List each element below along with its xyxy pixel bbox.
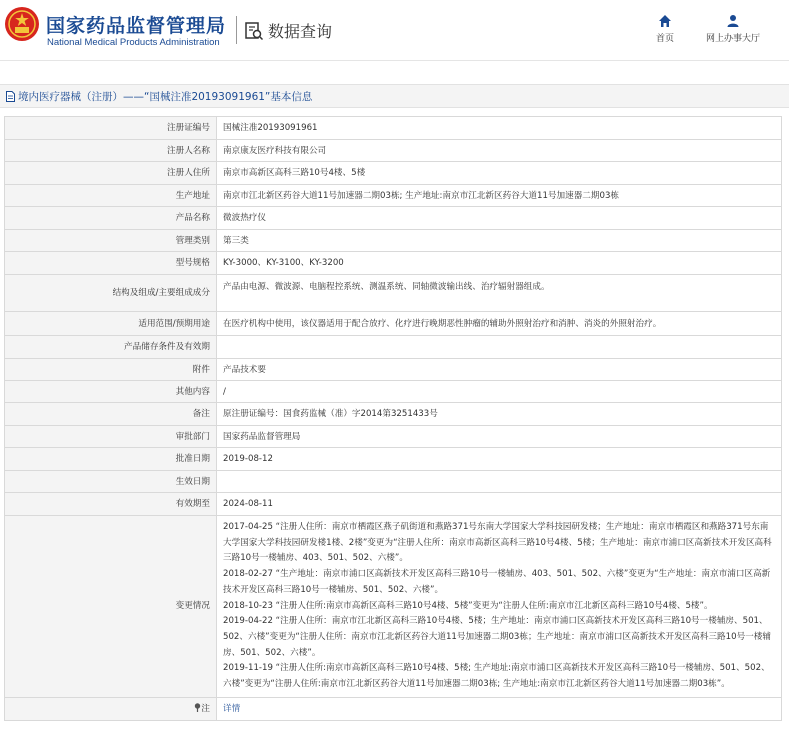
brand-title-cn[interactable]: 国家药品监督管理局: [46, 15, 227, 37]
field-value: 第三类: [217, 230, 782, 252]
field-value: 在医疗机构中使用，该仪器适用于配合放疗、化疗进行晚期恶性肿瘤的辅助外照射治疗和消肿、消炎的外照射治疗。: [217, 312, 782, 336]
field-label: 注册人名称: [5, 140, 217, 162]
field-value: 微波热疗仪: [217, 207, 782, 230]
table-row: [5, 516, 782, 698]
field-value: /: [217, 381, 782, 403]
field-label: 管理类别: [5, 230, 217, 252]
note-label: 注: [201, 703, 210, 714]
field-value: 国械注准20193091961: [217, 117, 782, 140]
table-row: [5, 493, 782, 516]
change-records: [217, 516, 782, 698]
document-icon: [6, 91, 15, 102]
table-row: [5, 312, 782, 336]
table-row: [5, 230, 782, 252]
field-label: 型号规格: [5, 252, 217, 275]
registration-info-table: [4, 116, 782, 721]
data-query-title[interactable]: [244, 19, 332, 42]
field-value: 国家药品监督管理局: [217, 426, 782, 448]
user-icon: [726, 14, 740, 28]
table-row: [5, 117, 782, 140]
table-row: [5, 275, 782, 312]
field-label: 附件: [5, 359, 217, 381]
field-label: 产品名称: [5, 207, 217, 230]
field-label: 注册证编号: [5, 117, 217, 140]
field-label: 结构及组成/主要组成成分: [5, 275, 217, 312]
table-row: [5, 336, 782, 359]
table-row: [5, 381, 782, 403]
header-divider: [236, 16, 237, 44]
field-label: 适用范围/预期用途: [5, 312, 217, 336]
document-search-icon: [244, 21, 264, 41]
field-value: KY-3000、KY-3100、KY-3200: [217, 252, 782, 275]
note-label-cell: [5, 697, 217, 720]
table-row: [5, 252, 782, 275]
field-label: 注册人住所: [5, 162, 217, 185]
brand-title-en[interactable]: National Medical Products Administration: [47, 37, 220, 48]
data-query-label: 数据查询: [268, 22, 333, 41]
field-value: [217, 471, 782, 493]
table-row: [5, 140, 782, 162]
field-label: 批准日期: [5, 448, 217, 471]
breadcrumb: [0, 84, 789, 108]
field-value: 2024-08-11: [217, 493, 782, 516]
field-value: [217, 336, 782, 359]
field-value: 南京市江北新区药谷大道11号加速器二期03栋; 生产地址:南京市江北新区药谷大道11号加速器二期03栋: [217, 185, 782, 207]
table-row: [5, 185, 782, 207]
table-row: [5, 162, 782, 185]
field-value: 南京市高新区高科三路10号4楼、5楼: [217, 162, 782, 185]
field-label: 产品储存条件及有效期: [5, 336, 217, 359]
nav-online-hall-label: 网上办事大厅: [706, 34, 761, 44]
field-label: 有效期至: [5, 493, 217, 516]
change-record: 2018-02-27 “生产地址：南京市浦口区高新技术开发区高科三路10号一楼辅房、403、501、502、六楼”变更为“生产地址：南京市浦口区高新技术开发区高科三路10号一楼辅房、501、502、六楼”。: [223, 569, 771, 595]
nav-home-label: 首页: [656, 34, 675, 44]
national-emblem-icon: [4, 6, 40, 42]
nav-online-hall[interactable]: [706, 14, 760, 44]
table-row: [5, 207, 782, 230]
field-value: 南京康友医疗科技有限公司: [217, 140, 782, 162]
table-row: [5, 426, 782, 448]
table-row: [5, 697, 782, 720]
nav-home[interactable]: [656, 14, 674, 44]
field-label: 备注: [5, 403, 217, 426]
change-record: 2019-04-22 “注册人住所：南京市江北新区高科三路10号4楼、5楼；生产地址：南京市浦口区高新技术开发区高科三路10号一楼辅房、501、502、六楼”变更为“注册人住所：南京市江北新区药谷大道11号加速器二期03栋；生产地址：南京市浦口区高新技术开发区高科三路10号一楼辅房、501、502、六楼”。: [223, 616, 771, 658]
field-value: 2019-08-12: [217, 448, 782, 471]
field-label: 生效日期: [5, 471, 217, 493]
change-record: 2018-10-23 “注册人住所:南京市高新区高科三路10号4楼、5楼”变更为“注册人住所:南京市江北新区高科三路10号4楼、5楼”。: [223, 600, 713, 611]
table-row: [5, 359, 782, 381]
home-icon: [658, 14, 672, 28]
table-row: [5, 403, 782, 426]
breadcrumb-text: 境内医疗器械（注册）——“国械注准20193091961”基本信息: [18, 90, 313, 103]
note-value: [217, 697, 782, 720]
field-value: 产品由电源、微波源、电脑程控系统、测温系统、同轴微波输出线、治疗辐射器组成。: [217, 275, 782, 312]
change-record: 2019-11-19 “注册人住所:南京市高新区高科三路10号4楼、5楼; 生产地址:南京市浦口区高新技术开发区高科三路10号一楼辅房、501、502、六楼”变更为“注册人住所:南京市江北新区药谷大道11号加速器二期03栋; 生产地址:南京市江北新区药谷大道11号加速器二期03栋”。: [223, 663, 770, 690]
details-link[interactable]: 详情: [223, 703, 241, 714]
field-value: 产品技术要: [217, 359, 782, 381]
header-bottom-border: [0, 60, 789, 61]
table-row: [5, 448, 782, 471]
field-label: 变更情况: [5, 516, 217, 698]
field-label: 其他内容: [5, 381, 217, 403]
site-header: [0, 0, 789, 62]
table-row: [5, 471, 782, 493]
change-record: 2017-04-25 “注册人住所：南京市栖霞区燕子矶街道和燕路371号东南大学国家大学科技园研发楼；生产地址：南京市栖霞区和燕路371号东南大学国家大学科技园研发楼1楼、2楼”变更为“注册人住所：南京市高新区高科三路10号4楼、5楼；生产地址：南京市浦口区高新技术开发区高科三路10号一楼辅房、403、501、502、六楼”。: [223, 522, 772, 564]
field-label: 审批部门: [5, 426, 217, 448]
field-label: 生产地址: [5, 185, 217, 207]
field-value: 原注册证编号：国食药监械（准）字2014第3251433号: [217, 403, 782, 426]
